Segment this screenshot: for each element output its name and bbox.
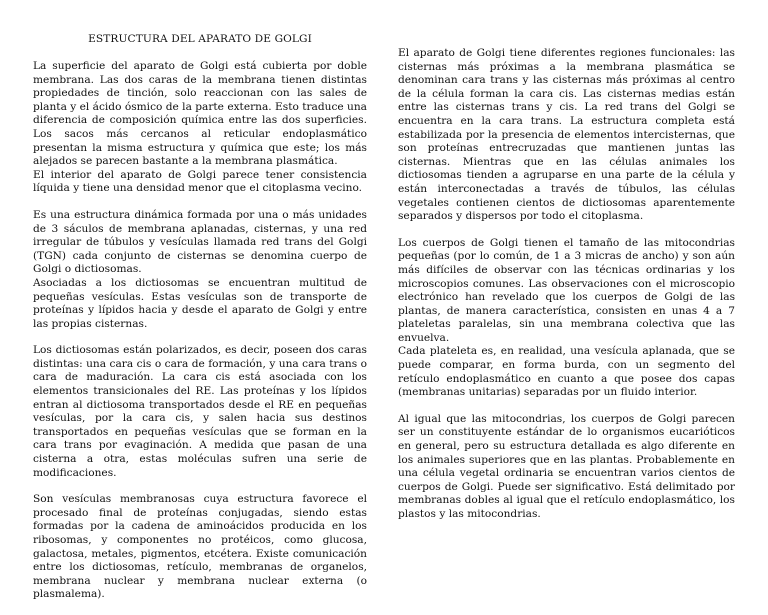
left-column [33,0,367,615]
paragraph-text: El interior del aparato de Golgi parece tener consistencia líquida y tiene una densidad menor que el citoplasma vecino. [33,168,367,195]
paragraph-text: Los cuerpos de Golgi tienen el tamaño de las mitocondrias pequeñas (por lo común, de 1 a 3 micras de ancho) y son aún más difíciles de observar con las técnicas ordinarias y los microscopios comunes. Las observaciones con el microscopio electrónico han revelado que los cuerpos de Golgi de las plantas, de manera característica, consisten en unas 4 a 7 plateletas paralelas, sin una membrana colectiva que las envuelva. [398,236,735,344]
paragraph-text: Los dictiosomas están polarizados, es decir, poseen dos caras distintas: una cara cis o cara de formación, y una cara trans o cara de maduración. La cara cis está asociada con los elementos transicionales del RE. Las proteínas y los lípidos entran al dictiosoma transportados desde el RE en pequeñas vesículas, por la cara cis, y salen hacia sus destinos transportados en pequeñas vesículas que se forman en la cara trans por evaginación. A medida que pasan de una cisterna a otra, estas moléculas sufren una serie de modificaciones. [33,344,367,479]
paragraph-text: Cada plateleta es, en realidad, una vesícula aplanada, que se puede comparar, en forma burda, con un segmento del retículo endoplasmático en cuanto a que posee dos capas (membranas unitarias) separadas por un fluido interior. [398,345,735,399]
paragraph-text: Es una estructura dinámica formada por una o más unidades de 3 sáculos de membrana aplanadas, cisternas, y una red irregular de túbulos y vesículas llamada red trans del Golgi (TGN) cada conjunto de cisternas se denomina cuerpo de Golgi o dictiosomas. [33,208,367,276]
paragraph-mitocondrias [398,413,735,522]
document-title: ESTRUCTURA DEL APARATO DE GOLGI [88,33,312,45]
paragraph-text: Son vesículas membranosas cuya estructura favorece el procesado final de proteínas conjugadas, siendo estas formadas por la cadena de aminoácidos producida en los ribosomas, y componentes no protéicos, como glucosa, galactosa, metales, pigmentos, etcétera. Existe comunicación entre los dictiosomas, retículo, membranas de organelos, membrana nuclear y membrana nuclear externa (o plasmalema). [33,493,367,601]
paragraph-text: El aparato de Golgi tiene diferentes regiones funcionales: las cisternas más próximas a la membrana plasmática se denominan cara trans y las cisternas más próximas al centro de la célula forman la cara cis. Las cisternas medias están entre las cisternas trans y cis. La red trans del Golgi se encuentra en la cara trans. La estructura completa está estabilizada por la presencia de elementos intercisternas, que son proteínas entrecruzadas que mantienen juntas las cisternas. Mientras que en las células animales los dictiosomas tienden a agruparse en una parte de la célula y están interconectadas a través de túbulos, las células vegetales contienen cientos de dictiosomas aparentemente separados y dispersos por todo el citoplasma. [398,47,735,223]
paragraph-text: Al igual que las mitocondrias, los cuerpos de Golgi parecen ser un constituyente estándar de lo organismos eucarióticos en general, pero su estructura detallada es algo diferente en los animales superiores que en las plantas. Probablemente en una célula vegetal ordinaria se encuentran varios cientos de cuerpos de Golgi. Puede ser significativo. Está delimitado por membranas dobles al igual que el retículo endoplasmático, los plastos y las mitocondrias. [398,412,735,520]
paragraph-estructura-dinamica [33,209,367,331]
paragraph-text: La superficie del aparato de Golgi está cubierta por doble membrana. Las dos caras de la membrana tienen distintas propiedades de tinción, solo reaccionan con las sales de planta y el ácido ósmico de la parte externa. Esto traduce una diferencia de composición química entre las dos superficies. Los sacos más cercanos al reticular endoplasmático presentan la misma estructura y química que este; los más alejados se parecen bastante a la membrana plasmática. [33,60,367,168]
paragraph-vesiculas-membranosas [33,493,367,602]
paragraph-text: Asociadas a los dictiosomas se encuentran multitud de pequeñas vesículas. Estas vesículas son de transporte de proteínas y lípidos hacia y desde el aparato de Golgi y entre las propias cisternas. [33,276,367,330]
right-column [398,0,735,535]
paragraph-superficie [33,60,367,196]
paragraph-tamano-cuerpos [398,237,735,400]
paragraph-regiones-funcionales [398,47,735,224]
paragraph-dictiosomas-polarizados [33,344,367,480]
